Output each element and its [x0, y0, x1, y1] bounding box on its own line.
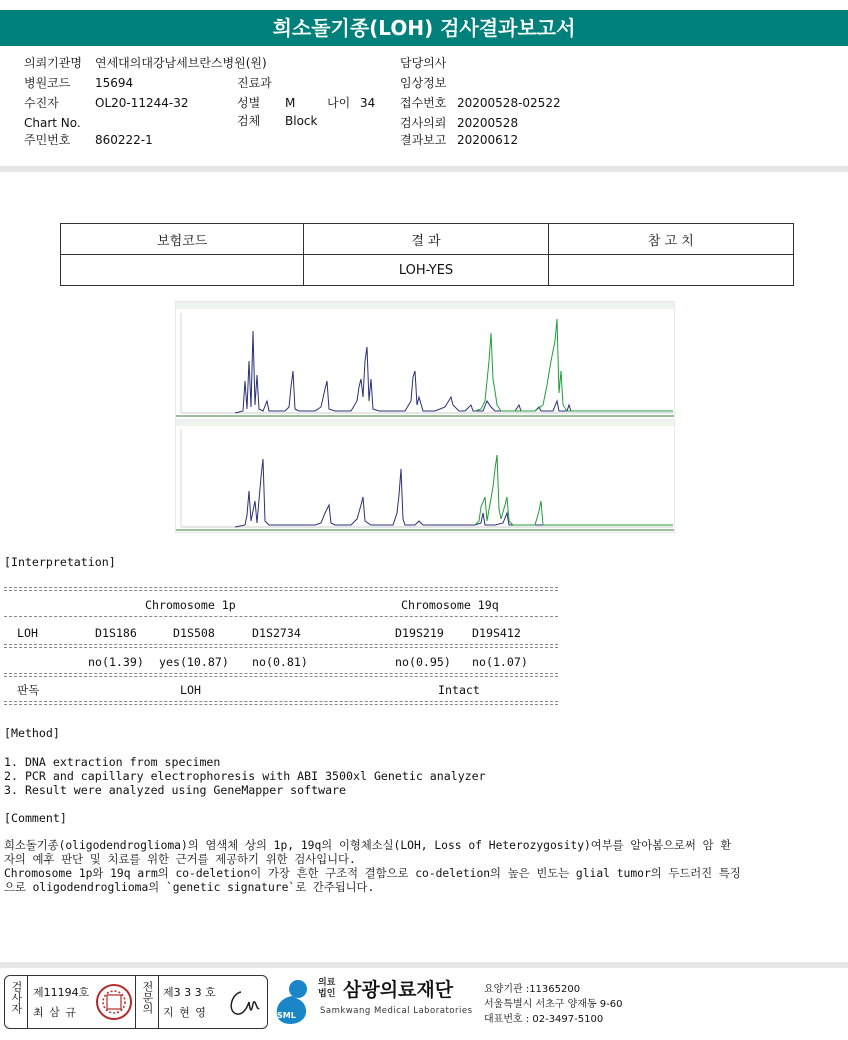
insurance-code-header: 보험코드: [61, 224, 304, 255]
examiner-name: 최 삼 규: [33, 1006, 77, 1019]
method-item-2: 2. PCR and capillary electrophoresis with ABI 3500xl Genetic analyzer: [4, 769, 486, 783]
examiner-label-cell: [5, 976, 28, 1028]
report-date-value: 20200612: [457, 133, 519, 147]
department-label: 진료과: [237, 76, 272, 90]
specialist-label: 전문의: [141, 981, 154, 1014]
result-header: 결 과: [304, 224, 548, 255]
comment-line-4: 으로 oligodendroglioma의 `genetic signature`로 간주됩니다.: [4, 881, 375, 894]
electropherogram-image: [175, 301, 675, 533]
institution-label: 의뢰기관명: [24, 56, 82, 70]
examinee-value: OL20-11244-32: [95, 96, 189, 110]
signature-box: [4, 975, 268, 1029]
value-d1s2734: no(0.81): [252, 655, 308, 669]
foundation-prefix: 의료법인: [318, 978, 336, 999]
resident-no-value: 860222-1: [95, 133, 153, 147]
foundation-phone: 대표번호 : 02-3497-5100: [484, 1014, 604, 1025]
specialist-name: 지 현 영: [163, 1006, 207, 1019]
age-label: 나이: [327, 96, 351, 110]
signature-icon: [223, 984, 263, 1020]
sex-value: M: [285, 96, 296, 110]
footer-divider: [0, 962, 848, 968]
care-institution-code: 요양기관 :11365200: [484, 984, 581, 995]
value-d1s508: yes(10.87): [159, 655, 229, 669]
foundation-name: 삼광의료재단: [343, 979, 454, 1001]
value-d1s186: no(1.39): [88, 655, 144, 669]
examinee-label: 수진자: [24, 96, 59, 110]
request-label: 검사의뢰: [400, 116, 447, 130]
institution-value: 연세대의대강남세브란스병원(원): [95, 56, 267, 70]
divider: [4, 616, 558, 617]
interpretation-heading: [Interpretation]: [4, 555, 116, 569]
sex-label: 성별: [237, 96, 261, 110]
examiner-label: 검사자: [10, 981, 23, 1014]
divider: [4, 676, 558, 677]
logo-small-text: SML: [277, 1011, 296, 1020]
hospital-code-label: 병원코드: [24, 76, 71, 90]
age-value: 34: [360, 96, 376, 110]
result-cell: LOH-YES: [304, 255, 548, 286]
marker-d19s412: D19S412: [472, 626, 521, 640]
foundation-address: 서울특별시 서초구 양재동 9-60: [484, 999, 623, 1010]
header-divider: [0, 166, 848, 172]
foundation-english-name: Samkwang Medical Laboratories: [320, 1006, 473, 1016]
specimen-label: 검체: [237, 114, 261, 128]
receipt-value: 20200528-02522: [457, 96, 561, 110]
divider: [4, 704, 558, 705]
reference-header: 참 고 치: [548, 224, 793, 255]
divider: [4, 701, 558, 702]
examiner-seal-icon: [95, 982, 133, 1022]
divider: [4, 647, 558, 648]
judgement-19q: Intact: [438, 683, 480, 697]
comment-line-2: 자의 예후 판단 및 치료를 위한 근거를 제공하기 위한 검사입니다.: [4, 853, 356, 866]
divider: [4, 587, 558, 588]
method-item-1: 1. DNA extraction from specimen: [4, 755, 221, 769]
judgement-label: 판독: [17, 683, 40, 697]
method-item-3: 3. Result were analyzed using GeneMapper software: [4, 783, 347, 797]
specialist-label-cell: [135, 976, 159, 1028]
specialist-license: 제3 3 3 호: [163, 986, 216, 999]
judgement-1p: LOH: [180, 683, 201, 697]
chromosome-1p-header: Chromosome 1p: [145, 598, 236, 612]
receipt-label: 접수번호: [400, 96, 447, 110]
method-heading: [Method]: [4, 726, 60, 740]
insurance-code-cell: [61, 255, 304, 286]
chart-no-label: Chart No.: [24, 116, 81, 130]
report-date-label: 결과보고: [400, 133, 447, 147]
divider: [4, 673, 558, 674]
reference-cell: [548, 255, 793, 286]
comment-line-3: Chromosome 1p와 19q arm의 co-deletion이 가장 흔한 구조적 결함으로 co-deletion의 높은 빈도는 glial tumor의 두드러진 특징: [4, 867, 741, 880]
comment-line-1: 희소돌기종(oligodendroglioma)의 염색체 상의 1p, 19q의 이형체소실(LOH, Loss of Heterozygosity)여부를 알아봄으로써 암 환: [4, 839, 732, 852]
hospital-code-value: 15694: [95, 76, 134, 90]
divider: [4, 590, 558, 591]
specimen-value: Block: [285, 114, 318, 128]
doctor-label: 담당의사: [400, 56, 447, 70]
clinical-info-label: 임상정보: [400, 76, 447, 90]
report-title: 희소돌기종(LOH) 검사결과보고서: [0, 10, 848, 46]
loh-label: LOH: [17, 626, 38, 640]
value-d19s412: no(1.07): [472, 655, 528, 669]
marker-d1s508: D1S508: [173, 626, 215, 640]
value-d19s219: no(0.95): [395, 655, 451, 669]
marker-d1s2734: D1S2734: [252, 626, 301, 640]
request-value: 20200528: [457, 116, 519, 130]
marker-d1s186: D1S186: [95, 626, 137, 640]
examiner-license: 제11194호: [33, 986, 90, 999]
divider: [4, 644, 558, 645]
chromosome-19q-header: Chromosome 19q: [401, 598, 499, 612]
result-table: [60, 223, 794, 286]
resident-no-label: 주민번호: [24, 133, 71, 147]
comment-heading: [Comment]: [4, 811, 67, 825]
marker-d19s219: D19S219: [395, 626, 444, 640]
